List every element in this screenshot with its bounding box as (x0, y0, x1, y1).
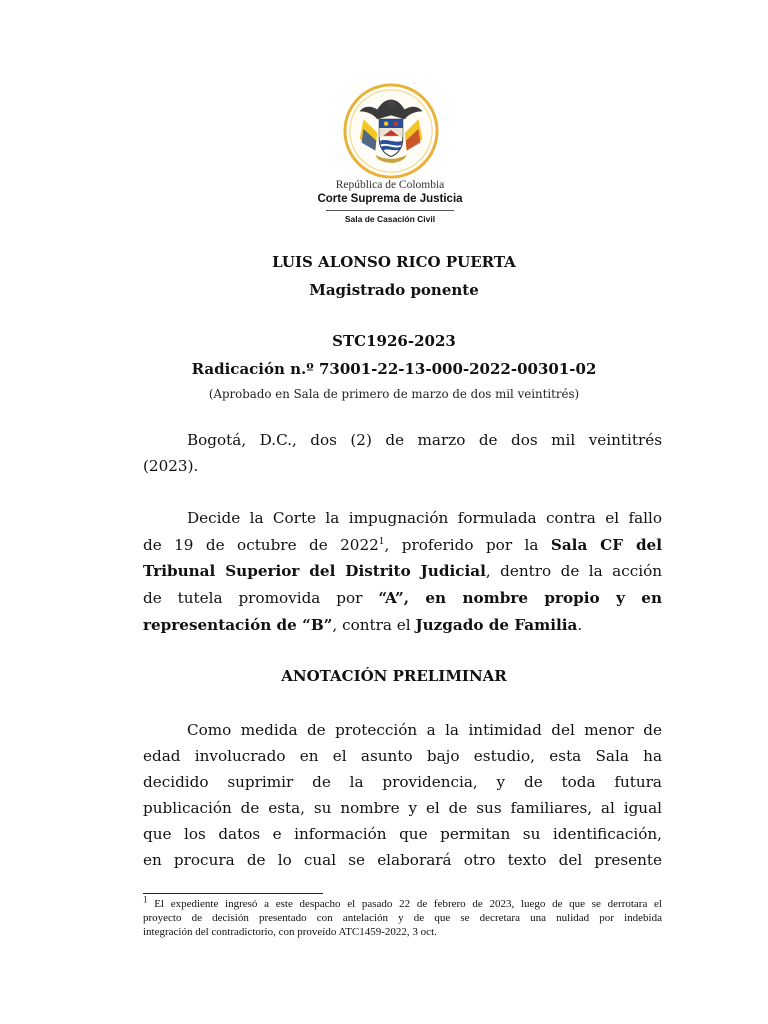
preliminary-line-3: decidido suprimir de la providencia, y de toda futura (143, 773, 662, 791)
representation-text: representación de “B” (143, 616, 333, 634)
court-defendant: Juzgado de Familia (415, 616, 578, 634)
footnote-line-2: proyecto de decisión presentado con antelación y de que se decretara una nulidad por indebida (143, 912, 662, 924)
magistrate-name: LUIS ALONSO RICO PUERTA (272, 253, 516, 271)
footnote-divider (143, 893, 323, 894)
decision-text: , dentro de la acción (485, 562, 663, 580)
coat-of-arms-icon (342, 82, 440, 180)
decision-text: , contra el (332, 616, 416, 634)
footnote-line-3: integración del contradictorio, con proveído ATC1459-2022, 3 oct. (143, 926, 437, 938)
decision-date-text: de 19 de octubre de 2022 (143, 536, 379, 554)
decision-text: de tutela promovida por (143, 589, 379, 607)
institution-divider (326, 210, 454, 211)
court-name: Corte Suprema de Justicia (317, 193, 463, 205)
preliminary-line-6: en procura de lo cual se elaborará otro texto del presente (143, 851, 662, 869)
section-heading: ANOTACIÓN PRELIMINAR (281, 667, 507, 685)
decision-line-4 (143, 588, 662, 608)
tribunal-name: Tribunal Superior del Distrito Judicial (143, 562, 486, 580)
preliminary-line-1: Como medida de protección a la intimidad del menor de (187, 721, 662, 739)
footnote-text: El expediente ingresó a este despacho el pasado 22 de febrero de 2023, luego de que se derrotara el (147, 898, 662, 910)
case-number: STC1926-2023 (332, 332, 456, 350)
date-line-2: (2023). (143, 457, 199, 475)
decision-line-2 (143, 535, 662, 555)
preliminary-line-4: publicación de esta, su nombre y el de sus familiares, al igual (143, 799, 662, 817)
decision-line-3 (143, 561, 662, 581)
decision-line-5 (143, 615, 662, 635)
radicacion-number: Radicación n.º 73001-22-13-000-2022-00301-02 (191, 360, 597, 378)
decision-text: . (577, 616, 583, 634)
magistrate-role: Magistrado ponente (309, 281, 479, 299)
institution-block (300, 178, 480, 225)
petitioner-name: “A”, en nombre propio y en (378, 589, 662, 607)
date-line-1: Bogotá, D.C., dos (2) de marzo de dos mil veintitrés (187, 431, 662, 449)
footnote-line-1 (143, 894, 662, 911)
court-seal (342, 82, 440, 180)
footnote-ref[interactable]: 1 (378, 536, 385, 547)
chamber-name: Sala de Casación Civil (344, 214, 436, 224)
preliminary-line-5: que los datos e información que permitan su identificación, (143, 825, 662, 843)
decision-text: , proferido por la (384, 536, 551, 554)
footnote-marker: 1 (143, 894, 148, 905)
sala-name: Sala CF del (550, 536, 662, 554)
approval-note: (Aprobado en Sala de primero de marzo de dos mil veintitrés) (208, 387, 580, 401)
country-name: República de Colombia (335, 179, 445, 191)
preliminary-line-2: edad involucrado en el asunto bajo estudio, esta Sala ha (143, 747, 662, 765)
decision-line-1: Decide la Corte la impugnación formulada contra el fallo (187, 509, 662, 527)
